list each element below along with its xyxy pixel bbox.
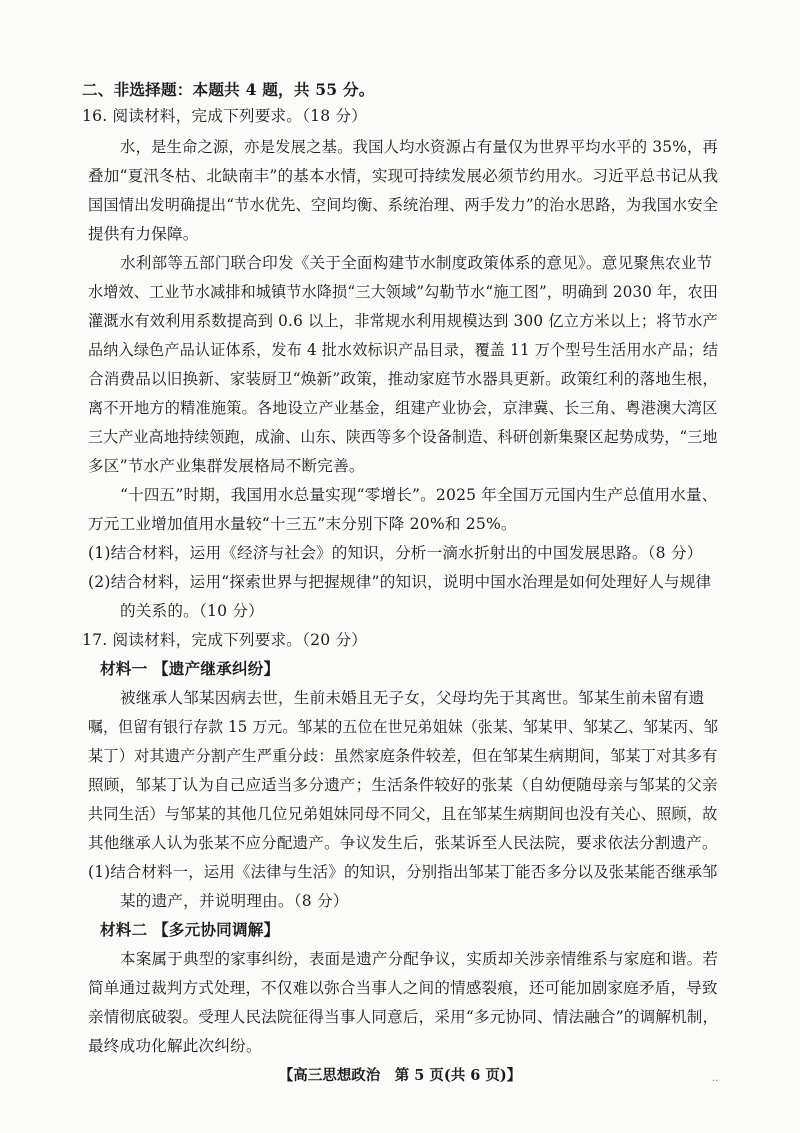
q16-material-line: 提供有力保障。 [88, 225, 199, 243]
q17-material1-line: 某丁）对其遗产分割产生严重分歧：虽然家庭条件较差，但在邹某生病期间，邹某丁对其多有 [88, 747, 718, 765]
q16-material-line: 水，是生命之源，亦是发展之基。我国人均水资源占有量仅为世界平均水平的 35%，再 [120, 138, 718, 156]
q17-material1-line: 嘱，但留有银行存款 15 万元。邹某的五位在世兄弟姐妹（张某、邹某甲、邹某乙、邹某丙、邹 [88, 718, 719, 736]
q16-material-line: 三大产业高地持续领跑，成渝、山东、陕西等多个设备制造、科研创新集聚区起势成势，“三地 [88, 428, 718, 446]
q16-material-line: “十四五”时期，我国用水总量实现“零增长”。2025 年全国万元国内生产总值用水量、 [120, 486, 718, 504]
q16-material-line: 万元工业增加值用水量较“十三五”末分别下降 20%和 25%。 [88, 515, 517, 533]
q16-subquestion-2-cont: 的关系的。（10 分） [120, 602, 264, 620]
q17-material2-title: 材料二 【多元协同调解】 [100, 920, 280, 939]
q16-subquestion-1: (1)结合材料，运用《经济与社会》的知识，分析一滴水折射出的中国发展思路。（8 分） [88, 544, 703, 562]
q17-material2-line: 最终成功化解此次纠纷。 [88, 1037, 262, 1055]
q17-stem: 17. 阅读材料，完成下列要求。（20 分） [82, 631, 368, 649]
q17-subquestion-1: (1)结合材料一，运用《法律与生活》的知识，分别指出邹某丁能否多分以及张某能否继承邹 [88, 863, 718, 881]
q17-material1-line: 照顾，邹某丁认为自己应适当多分遗产；生活条件较好的张某（自幼便随母亲与邹某的父亲 [88, 776, 718, 794]
q16-material-line: 灌溉水有效利用系数提高到 0.6 以上，非常规水利用规模达到 300 亿立方米以上；将节水产 [88, 312, 718, 330]
q16-material-line: 水利部等五部门联合印发《关于全面构建节水制度政策体系的意见》。意见聚焦农业节 [120, 254, 713, 272]
q17-material2-line: 简单通过裁判方式处理，不仅难以弥合当事人之间的情感裂痕，还可能加剧家庭矛盾，导致 [88, 979, 718, 997]
section-heading: 二、非选择题：本题共 4 题，共 55 分。 [82, 80, 375, 99]
corner-mark: ·· [712, 1076, 719, 1087]
q16-material-line: 合消费品以旧换新、家装厨卫“焕新”政策，推动家庭节水器具更新。政策红利的落地生根， [88, 370, 719, 388]
q16-material-line: 多区”节水产业集群发展格局不断完善。 [88, 457, 365, 475]
q17-material1-title: 材料一 【遗产继承纠纷】 [100, 659, 280, 678]
page-footer: 【高三思想政治 第 5 页(共 6 页)】 [278, 1067, 522, 1084]
q17-material2-line: 本案属于典型的家事纠纷，表面是遗产分配争议，实质却关涉亲情维系与家庭和谐。若 [120, 950, 719, 968]
q17-material1-line: 共同生活）与邹某的其他几位兄弟姐妹同母不同父，且在邹某生病期间也没有关心、照顾，故 [88, 805, 718, 823]
q16-material-line: 离不开地方的精准施策。各地设立产业基金，组建产业协会，京津冀、长三角、粤港澳大湾区 [88, 399, 718, 417]
q17-material1-line: 其他继承人认为张某不应分配遗产。争议发生后，张某诉至人民法院，要求依法分割遗产。 [88, 834, 718, 852]
q17-subquestion-1-cont: 某的遗产，并说明理由。（8 分） [120, 892, 349, 910]
q16-material-line: 叠加“夏汛冬枯、北缺南丰”的基本水情，实现可持续发展必须节约用水。习近平总书记从我 [88, 167, 719, 185]
q17-material1-line: 被继承人邹某因病去世，生前未婚且无子女，父母均先于其离世。邹某生前未留有遗 [120, 689, 705, 707]
q16-subquestion-2: (2)结合材料，运用“探索世界与把握规律”的知识，说明中国水治理是如何处理好人与规律 [88, 573, 712, 591]
q16-material-line: 水增效、工业节水减排和城镇节水降损“三大领域”勾勒节水“施工图”，明确到 2030 年，农田 [88, 283, 719, 301]
q17-material2-line: 亲情彻底破裂。受理人民法院征得当事人同意后，采用“多元协同、情法融合”的调解机制， [88, 1008, 719, 1026]
q16-material-line: 国国情出发明确提出“节水优先、空间均衡、系统治理、两手发力”的治水思路，为我国水安全 [88, 196, 719, 214]
q16-material-line: 品纳入绿色产品认证体系，发布 4 批水效标识产品目录，覆盖 11 万个型号生活用水产品；结 [88, 341, 719, 359]
q16-stem: 16. 阅读材料，完成下列要求。（18 分） [82, 107, 368, 125]
